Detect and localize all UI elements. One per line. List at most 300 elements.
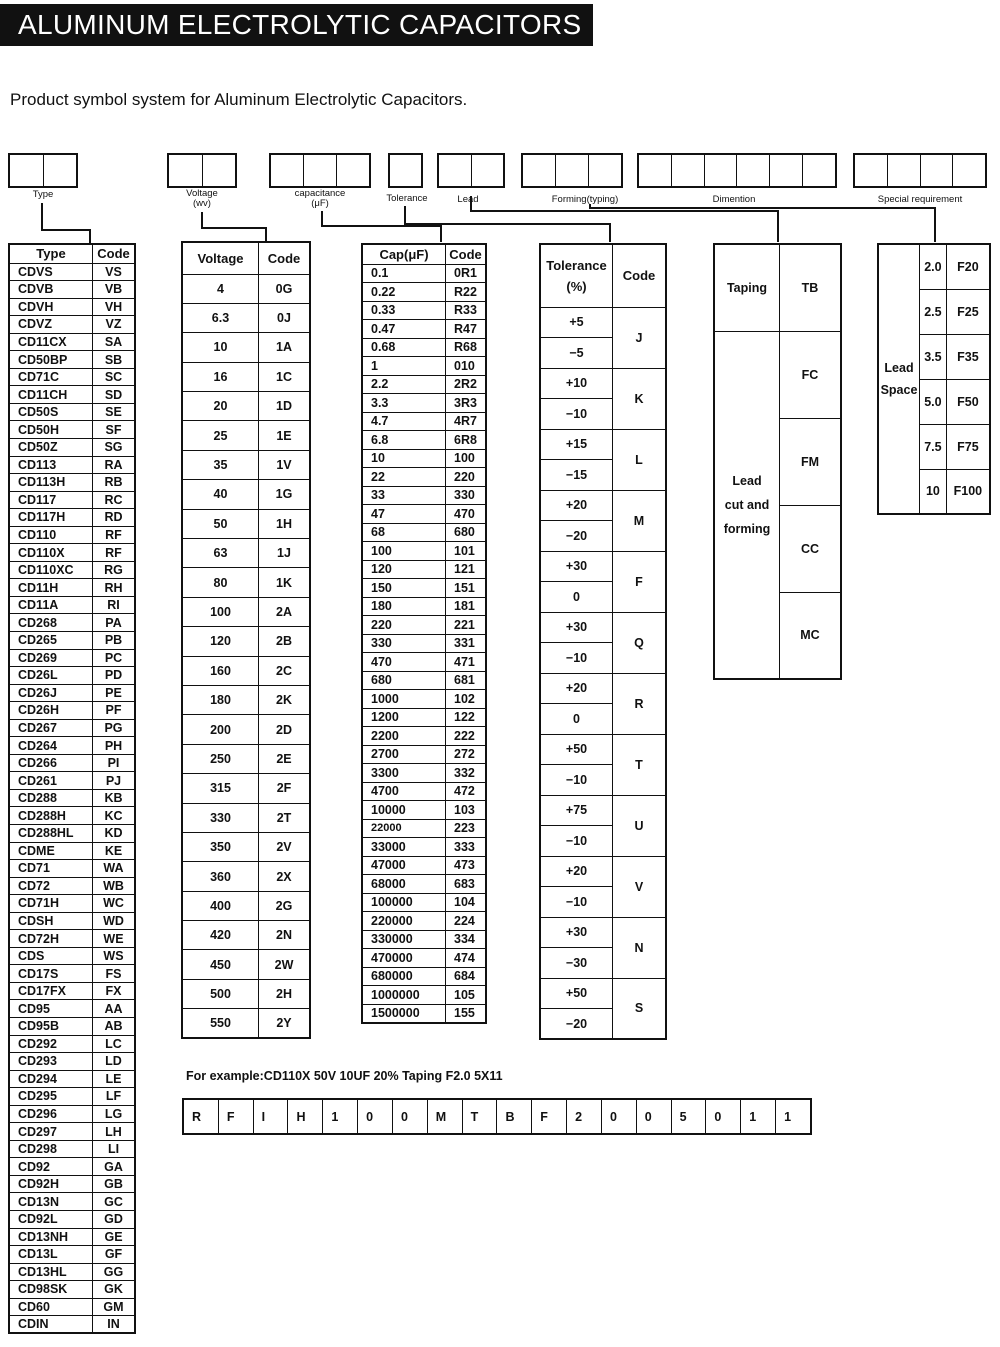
- type-code-cell: PC: [93, 649, 136, 667]
- type-code-table: [8, 243, 136, 1334]
- tolerance-unit-label: (%): [566, 278, 587, 294]
- table-row: [362, 856, 486, 875]
- voltage-table-body: [182, 274, 310, 1038]
- tolerance-plus-cell: +50: [540, 734, 613, 765]
- table-row: [9, 1211, 135, 1229]
- example-code-cell: I: [254, 1100, 289, 1133]
- example-code-cell: 0: [393, 1100, 428, 1133]
- cap-value-cell: 220: [362, 616, 446, 635]
- forming-code-fc: FC: [780, 331, 842, 418]
- table-row: [182, 774, 310, 803]
- type-name-cell: CD113: [9, 456, 93, 474]
- example-code-cell: 0: [358, 1100, 393, 1133]
- dimension-symbol-label: Dimention: [712, 194, 756, 205]
- tolerance-code-cell: Q: [613, 612, 667, 673]
- cap-code-cell: 101: [446, 542, 487, 561]
- lead-space-value-cell: 2.0: [920, 244, 947, 289]
- table-row: [182, 744, 310, 773]
- lead-space-label: [878, 244, 920, 514]
- table-row: [9, 1158, 135, 1176]
- table-row: [362, 320, 486, 339]
- table-row: [182, 421, 310, 450]
- type-connector: [42, 203, 90, 244]
- type-code-cell: LF: [93, 1088, 136, 1106]
- table-row: [182, 832, 310, 861]
- type-name-cell: CD293: [9, 1053, 93, 1071]
- table-row: [540, 307, 666, 338]
- cap-value-cell: 1: [362, 357, 446, 376]
- voltage-value-cell: 350: [182, 832, 259, 861]
- voltage-code-cell: 0G: [259, 274, 311, 303]
- table-row: [9, 298, 135, 316]
- example-code-cell: 1: [323, 1100, 358, 1133]
- type-code-cell: GE: [93, 1228, 136, 1246]
- voltage-value-cell: 500: [182, 979, 259, 1008]
- type-code-cell: GG: [93, 1263, 136, 1281]
- cap-value-cell: 0.1: [362, 264, 446, 283]
- type-name-cell: CD95: [9, 1000, 93, 1018]
- type-name-cell: CD268: [9, 614, 93, 632]
- table-row: [362, 967, 486, 986]
- capacitance-unit-label: (μF): [311, 198, 329, 209]
- table-row: [9, 1123, 135, 1141]
- table-row: [9, 1053, 135, 1071]
- table-row: [9, 1175, 135, 1193]
- special-symbol-label: Special requirement: [877, 194, 963, 205]
- table-row: [182, 274, 310, 303]
- voltage-code-table: [181, 241, 311, 1039]
- voltage-value-cell: 360: [182, 862, 259, 891]
- lead-space-value-cell: 5.0: [920, 379, 947, 424]
- table-row: [362, 653, 486, 672]
- capacitance-connector: [322, 211, 441, 242]
- cap-value-cell: 3300: [362, 764, 446, 783]
- table-row: [9, 368, 135, 386]
- voltage-code-cell: 2X: [259, 862, 311, 891]
- lead-cut-line-2: cut and: [724, 497, 770, 512]
- cap-value-cell: 47000: [362, 856, 446, 875]
- voltage-value-cell: 160: [182, 656, 259, 685]
- table-row: [9, 1070, 135, 1088]
- example-code-cell: B: [497, 1100, 532, 1133]
- cap-code-cell: 100: [446, 449, 487, 468]
- table-row: [9, 509, 135, 527]
- voltage-code-cell: 2T: [259, 803, 311, 832]
- type-name-cell: CD11CX: [9, 333, 93, 351]
- table-row: [540, 917, 666, 948]
- type-name-cell: CD92H: [9, 1175, 93, 1193]
- voltage-connector: [202, 212, 266, 242]
- cap-code-header: Code: [446, 244, 487, 264]
- taping-code: TB: [780, 244, 842, 331]
- type-code-cell: LI: [93, 1140, 136, 1158]
- table-row: [362, 634, 486, 653]
- voltage-code-cell: 0J: [259, 303, 311, 332]
- type-code-cell: RD: [93, 509, 136, 527]
- tolerance-code-table: [539, 243, 667, 1040]
- voltage-code-cell: 1H: [259, 509, 311, 538]
- type-code-cell: WA: [93, 860, 136, 878]
- type-code-header: Code: [93, 244, 136, 263]
- type-name-cell: CDVH: [9, 298, 93, 316]
- type-name-cell: CD50Z: [9, 438, 93, 456]
- example-code-cell: 2: [567, 1100, 602, 1133]
- table-row: [9, 316, 135, 334]
- type-code-cell: SD: [93, 386, 136, 404]
- lead-cut-line-3: forming: [723, 521, 771, 536]
- table-row: [9, 807, 135, 825]
- voltage-code-header: Code: [259, 242, 311, 274]
- cap-value-cell: 100: [362, 542, 446, 561]
- cap-code-cell: 2R2: [446, 375, 487, 394]
- lead-space-value-cell: 3.5: [920, 334, 947, 379]
- tolerance-code-cell: N: [613, 917, 667, 978]
- type-name-cell: CD71: [9, 860, 93, 878]
- lead-space-table-body: [878, 244, 990, 514]
- tolerance-plus-cell: +10: [540, 368, 613, 399]
- type-name-cell: CD110XC: [9, 561, 93, 579]
- type-code-cell: RH: [93, 579, 136, 597]
- table-row: [362, 764, 486, 783]
- type-name-cell: CD72H: [9, 930, 93, 948]
- table-row: [182, 715, 310, 744]
- lead-space-code-cell: F25: [946, 289, 990, 334]
- tolerance-minus-cell: −30: [540, 948, 613, 979]
- cap-code-cell: 181: [446, 597, 487, 616]
- tolerance-code-cell: V: [613, 856, 667, 917]
- cap-value-cell: 1500000: [362, 1004, 446, 1023]
- tolerance-code-cell: L: [613, 429, 667, 490]
- type-name-cell: CD11H: [9, 579, 93, 597]
- cap-code-cell: 334: [446, 930, 487, 949]
- lead-space-value-cell: 7.5: [920, 424, 947, 469]
- table-row: [362, 875, 486, 894]
- type-name-cell: CDME: [9, 842, 93, 860]
- cap-value-cell: 470: [362, 653, 446, 672]
- cap-code-cell: R22: [446, 283, 487, 302]
- cap-code-cell: 121: [446, 560, 487, 579]
- type-code-cell: IN: [93, 1316, 136, 1334]
- table-row: [9, 895, 135, 913]
- type-code-cell: GK: [93, 1281, 136, 1299]
- table-row: [362, 431, 486, 450]
- tolerance-minus-cell: −10: [540, 826, 613, 857]
- voltage-code-cell: 2C: [259, 656, 311, 685]
- table-row: [9, 1246, 135, 1264]
- type-name-cell: CD26J: [9, 684, 93, 702]
- type-code-cell: PJ: [93, 772, 136, 790]
- table-row: [362, 468, 486, 487]
- type-name-cell: CD17S: [9, 965, 93, 983]
- voltage-code-cell: 2B: [259, 627, 311, 656]
- type-name-cell: CD266: [9, 754, 93, 772]
- example-text: For example:CD110X 50V 10UF 20% Taping F2.0 5X11: [186, 1069, 503, 1083]
- cap-value-cell: 4.7: [362, 412, 446, 431]
- table-row: [362, 819, 486, 838]
- voltage-value-cell: 4: [182, 274, 259, 303]
- page-subtitle: Product symbol system for Aluminum Electrolytic Capacitors.: [10, 90, 468, 109]
- cap-value-cell: 0.22: [362, 283, 446, 302]
- type-name-cell: CD92L: [9, 1211, 93, 1229]
- type-name-cell: CD71C: [9, 368, 93, 386]
- table-row: [182, 862, 310, 891]
- example-code-cell: T: [463, 1100, 498, 1133]
- tolerance-minus-cell: −5: [540, 338, 613, 369]
- table-row: [182, 568, 310, 597]
- tolerance-symbol-label: Tolerance: [386, 193, 428, 204]
- type-code-cell: PG: [93, 719, 136, 737]
- table-row: [182, 627, 310, 656]
- cap-code-cell: 223: [446, 819, 487, 838]
- table-row: [540, 612, 666, 643]
- lead-space-value-cell: 10: [920, 469, 947, 514]
- table-row: [362, 893, 486, 912]
- example-code-cell: F: [219, 1100, 254, 1133]
- table-row: [9, 684, 135, 702]
- cap-code-cell: 474: [446, 949, 487, 968]
- cap-code-cell: 683: [446, 875, 487, 894]
- cap-code-cell: 331: [446, 634, 487, 653]
- type-name-cell: CD50S: [9, 403, 93, 421]
- lead-space-code-cell: F50: [946, 379, 990, 424]
- cap-value-cell: 68000: [362, 875, 446, 894]
- type-name-cell: CDVS: [9, 263, 93, 281]
- cap-code-cell: 220: [446, 468, 487, 487]
- table-row: [9, 842, 135, 860]
- table-row: [362, 838, 486, 857]
- table-row: [9, 1193, 135, 1211]
- cap-value-cell: 150: [362, 579, 446, 598]
- voltage-value-cell: 35: [182, 450, 259, 479]
- table-row: [9, 719, 135, 737]
- type-name-cell: CD50H: [9, 421, 93, 439]
- tolerance-plus-cell: +50: [540, 978, 613, 1009]
- table-row: [9, 526, 135, 544]
- cap-code-cell: R33: [446, 301, 487, 320]
- tolerance-code-cell: K: [613, 368, 667, 429]
- cap-value-cell: 0.47: [362, 320, 446, 339]
- cap-code-cell: 473: [446, 856, 487, 875]
- capacitance-code-table: [361, 243, 487, 1024]
- table-row: [182, 685, 310, 714]
- table-row: [9, 1298, 135, 1316]
- forming-code-fm: FM: [780, 418, 842, 505]
- voltage-value-cell: 180: [182, 685, 259, 714]
- type-name-cell: CD110: [9, 526, 93, 544]
- voltage-code-cell: 2V: [259, 832, 311, 861]
- type-name-cell: CDVZ: [9, 316, 93, 334]
- table-row: [182, 950, 310, 979]
- type-name-cell: CD26L: [9, 667, 93, 685]
- cap-value-cell: 180: [362, 597, 446, 616]
- tolerance-code-cell: M: [613, 490, 667, 551]
- type-code-cell: PD: [93, 667, 136, 685]
- example-code-cell: 0: [637, 1100, 672, 1133]
- table-row: [362, 394, 486, 413]
- voltage-value-cell: 80: [182, 568, 259, 597]
- voltage-code-cell: 1V: [259, 450, 311, 479]
- table-row: [362, 505, 486, 524]
- type-code-cell: VB: [93, 281, 136, 299]
- type-code-cell: LH: [93, 1123, 136, 1141]
- tolerance-plus-cell: +5: [540, 307, 613, 338]
- type-name-cell: CD13L: [9, 1246, 93, 1264]
- cap-code-cell: 332: [446, 764, 487, 783]
- type-code-cell: PH: [93, 737, 136, 755]
- type-name-cell: CD92: [9, 1158, 93, 1176]
- type-code-cell: LE: [93, 1070, 136, 1088]
- tolerance-minus-cell: −10: [540, 399, 613, 430]
- type-code-cell: LC: [93, 1035, 136, 1053]
- type-name-cell: CD11CH: [9, 386, 93, 404]
- type-code-cell: VS: [93, 263, 136, 281]
- type-name-cell: CD296: [9, 1105, 93, 1123]
- type-name-cell: CD117: [9, 491, 93, 509]
- table-row: [182, 597, 310, 626]
- table-row: [182, 891, 310, 920]
- tolerance-header-label: Tolerance: [546, 257, 607, 273]
- type-name-cell: CD26H: [9, 702, 93, 720]
- table-row: [362, 745, 486, 764]
- table-row: [9, 1140, 135, 1158]
- forming-code-mc: MC: [780, 592, 842, 679]
- voltage-value-cell: 63: [182, 539, 259, 568]
- type-name-cell: CD13NH: [9, 1228, 93, 1246]
- type-code-cell: RF: [93, 544, 136, 562]
- voltage-unit-label: (wv): [193, 198, 211, 209]
- voltage-code-cell: 1C: [259, 362, 311, 391]
- cap-value-cell: 47: [362, 505, 446, 524]
- table-row: [362, 930, 486, 949]
- table-row: [362, 542, 486, 561]
- lead-cut-line-1: Lead: [732, 473, 762, 488]
- tolerance-minus-cell: −10: [540, 765, 613, 796]
- table-row: [9, 1088, 135, 1106]
- cap-code-cell: 272: [446, 745, 487, 764]
- type-name-cell: CD72: [9, 877, 93, 895]
- capacitance-label: capacitance: [294, 188, 346, 199]
- table-row: [9, 263, 135, 281]
- table-row: [9, 982, 135, 1000]
- type-code-cell: GB: [93, 1175, 136, 1193]
- table-row: [540, 368, 666, 399]
- table-row: [182, 921, 310, 950]
- table-row: [182, 392, 310, 421]
- voltage-header: Voltage: [182, 242, 259, 274]
- table-row: [9, 386, 135, 404]
- table-row: [9, 825, 135, 843]
- table-row: [9, 737, 135, 755]
- cap-header: Cap(μF): [362, 244, 446, 264]
- tolerance-table-body: [540, 307, 666, 1039]
- type-name-cell: CDS: [9, 947, 93, 965]
- type-code-cell: PI: [93, 754, 136, 772]
- type-name-cell: CD113H: [9, 474, 93, 492]
- table-row: [9, 1018, 135, 1036]
- table-row: [9, 544, 135, 562]
- type-code-cell: KC: [93, 807, 136, 825]
- tolerance-plus-cell: +20: [540, 490, 613, 521]
- voltage-value-cell: 550: [182, 1009, 259, 1038]
- table-row: [9, 1105, 135, 1123]
- table-row: [9, 579, 135, 597]
- cap-code-cell: 4R7: [446, 412, 487, 431]
- cap-code-cell: 102: [446, 690, 487, 709]
- voltage-code-cell: 2E: [259, 744, 311, 773]
- table-row: [9, 561, 135, 579]
- type-code-cell: AB: [93, 1018, 136, 1036]
- tolerance-minus-cell: −15: [540, 460, 613, 491]
- type-name-cell: CD292: [9, 1035, 93, 1053]
- table-row: [362, 375, 486, 394]
- type-name-cell: CD265: [9, 631, 93, 649]
- type-name-cell: CD11A: [9, 596, 93, 614]
- table-row: [362, 1004, 486, 1023]
- forming-connector: [590, 204, 935, 242]
- example-code-cell: 0: [706, 1100, 741, 1133]
- tolerance-minus-cell: −20: [540, 521, 613, 552]
- table-row: [182, 303, 310, 332]
- cap-code-cell: 122: [446, 708, 487, 727]
- cap-value-cell: 120: [362, 560, 446, 579]
- type-code-cell: LD: [93, 1053, 136, 1071]
- table-row: [9, 403, 135, 421]
- table-row: [182, 656, 310, 685]
- tolerance-plus-cell: +75: [540, 795, 613, 826]
- type-code-cell: GM: [93, 1298, 136, 1316]
- tolerance-code-cell: S: [613, 978, 667, 1039]
- type-code-cell: SG: [93, 438, 136, 456]
- type-name-cell: CD288: [9, 789, 93, 807]
- voltage-code-cell: 2K: [259, 685, 311, 714]
- cap-value-cell: 330000: [362, 930, 446, 949]
- voltage-value-cell: 200: [182, 715, 259, 744]
- table-row: [362, 708, 486, 727]
- type-code-cell: VZ: [93, 316, 136, 334]
- type-code-cell: RI: [93, 596, 136, 614]
- cap-value-cell: 68: [362, 523, 446, 542]
- cap-code-cell: 472: [446, 782, 487, 801]
- cap-code-cell: 3R3: [446, 394, 487, 413]
- type-name-cell: CD288H: [9, 807, 93, 825]
- type-name-cell: CD110X: [9, 544, 93, 562]
- type-code-cell: GA: [93, 1158, 136, 1176]
- voltage-code-cell: 2G: [259, 891, 311, 920]
- type-name-cell: CD264: [9, 737, 93, 755]
- type-name-cell: CD294: [9, 1070, 93, 1088]
- cap-value-cell: 680: [362, 671, 446, 690]
- table-row: [9, 474, 135, 492]
- table-row: [9, 631, 135, 649]
- table-row: [9, 351, 135, 369]
- cap-code-cell: 470: [446, 505, 487, 524]
- voltage-code-cell: 2F: [259, 774, 311, 803]
- table-row: [9, 860, 135, 878]
- table-row: [540, 734, 666, 765]
- tolerance-plus-cell: +30: [540, 917, 613, 948]
- voltage-code-cell: 2H: [259, 979, 311, 1008]
- type-name-cell: CD297: [9, 1123, 93, 1141]
- cap-code-cell: 010: [446, 357, 487, 376]
- type-code-cell: GD: [93, 1211, 136, 1229]
- cap-code-cell: 221: [446, 616, 487, 635]
- type-name-cell: CDIN: [9, 1316, 93, 1334]
- tolerance-code-cell: J: [613, 307, 667, 368]
- table-row: [878, 244, 990, 289]
- cap-code-cell: 330: [446, 486, 487, 505]
- table-row: [362, 523, 486, 542]
- table-row: [362, 949, 486, 968]
